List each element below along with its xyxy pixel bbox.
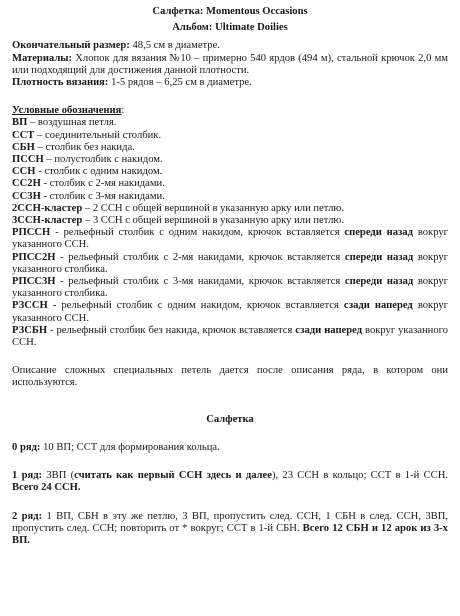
legend-abbr: 2ССН-кластер [12, 202, 83, 214]
legend-text: - рельефный столбик с одним накидом, крючок вставляется [47, 300, 344, 312]
materials-line [12, 53, 448, 77]
legend-abbr: РПСС3Н [12, 276, 56, 288]
legend-abbr: СС3Н [12, 190, 41, 202]
legend-direction: спереди назад [344, 227, 413, 239]
legend-text: – 2 ССН с общей вершиной в указанную арку или петлю. [82, 202, 344, 214]
legend-item [12, 191, 448, 203]
legend-item [12, 142, 448, 154]
legend-text: - столбик с 2-мя накидами. [40, 178, 165, 190]
legend-direction: спереди назад [344, 276, 414, 288]
row-text: ), 23 ССН в кольцо; ССТ в 1-й ССН. [271, 470, 448, 482]
row-0 [12, 442, 448, 454]
legend-relief-item [12, 325, 448, 349]
row-text: 3ВП ( [42, 470, 75, 482]
legend-heading-text: Условные обозначения [12, 105, 122, 117]
legend-item [12, 117, 448, 129]
row-total: Всего 12 СБН и 12 арок из 3-х ВП. [12, 522, 448, 546]
legend-text: – полустолбик с накидом. [43, 154, 163, 166]
final-size-value: 48,5 см в диаметре. [129, 40, 220, 52]
legend-abbr: ПССН [12, 154, 44, 166]
legend-item [12, 130, 448, 142]
legend-heading-colon: : [121, 105, 125, 117]
legend-text: – столбик без накида. [34, 141, 135, 153]
legend-text: - рельефный столбик с 3-мя накидами, крючок вставляется [55, 276, 345, 288]
row-text: 10 ВП; ССТ для формирования кольца. [40, 441, 220, 453]
row-label: 1 ряд: [12, 470, 43, 482]
final-size-label: Окончательный размер: [12, 40, 130, 52]
row-note: считать как первый ССН здесь и далее [74, 470, 272, 482]
row-text: 1 ВП, СБН в эту же петлю, 3 ВП, пропустить след. ССН, 1 СБН в след. ССН, 3ВП, пропустить след. ССН; повторить от * вокруг; ССТ в 1-й СБН. [12, 510, 448, 534]
legend-text: вокруг указанного ССН. [12, 324, 449, 349]
doily-title: Салфетка: Momentous Occasions [152, 6, 308, 17]
materials-label: Материалы: [12, 52, 73, 64]
legend-abbr: РПССН [12, 227, 51, 239]
legend-abbr: РПСС2Н [12, 251, 56, 263]
final-size-line [12, 40, 448, 52]
legend-abbr: ССТ [12, 129, 35, 141]
legend-text: - столбик с 3-мя накидами. [40, 190, 165, 202]
legend-abbr: РЗССН [12, 300, 48, 312]
legend-text: – соединительный столбик. [34, 129, 162, 141]
legend-abbr: СС2Н [12, 178, 41, 190]
legend-item [12, 178, 448, 190]
legend-text: - рельефный столбик без накида, крючок вставляется [47, 324, 296, 336]
materials-value: Хлопок для вязания №10 – примерно 540 ярдов (494 м), стальной крючок 2,0 мм или подходящий для достижения данной плотности. [12, 52, 448, 76]
legend-abbr: СБН [12, 141, 35, 153]
row-1 [12, 470, 448, 494]
legend-item [12, 215, 448, 227]
legend-relief-item [12, 227, 448, 251]
gauge-value: 1-5 рядов – 6,25 см в диаметре. [108, 77, 252, 89]
legend-abbr: ВП [12, 117, 28, 129]
legend-text: - столбик с одним накидом. [35, 166, 163, 178]
legend-text: - рельефный столбик с 2-мя накидами, крючок вставляется [55, 251, 345, 263]
legend-text: – воздушная петля. [27, 117, 117, 129]
legend-direction: сзади наперед [343, 300, 413, 312]
row-total: Всего 24 ССН. [12, 482, 81, 494]
legend-text: вокруг указанного ССН. [12, 227, 449, 251]
album-title: Альбом: Ultimate Doilies [172, 22, 288, 34]
legend-heading [12, 105, 448, 117]
legend-item [12, 166, 448, 178]
document-page [12, 6, 448, 547]
row-label: 2 ряд: [12, 510, 43, 522]
row-label: 0 ряд: [12, 441, 41, 453]
legend-abbr: РЗСБН [12, 324, 48, 336]
legend-item [12, 154, 448, 166]
legend-text: вокруг указанного ССН. [12, 300, 449, 324]
legend-text: вокруг указанного столбика. [12, 276, 449, 300]
legend-relief-item [12, 252, 448, 276]
gauge-label: Плотность вязания: [12, 77, 109, 89]
legend-direction: спереди назад [344, 251, 414, 263]
legend-direction: сзади наперед [295, 324, 363, 336]
legend-relief-item [12, 300, 448, 324]
legend-abbr: ССН [12, 166, 36, 178]
pattern-heading: Салфетка [206, 413, 254, 425]
legend-abbr: 3ССН-кластер [12, 215, 83, 227]
legend-relief-item [12, 276, 448, 300]
legend-text: - рельефный столбик с одним накидом, крючок вставляется [50, 227, 345, 239]
special-stitches-note: Описание сложных специальных петель дается после описания ряда, в котором они используются. [12, 365, 448, 389]
gauge-line [12, 77, 448, 89]
row-2 [12, 511, 448, 548]
legend-text: вокруг указанного столбика. [12, 251, 449, 275]
legend-item [12, 203, 448, 215]
legend-text: – 3 ССН с общей вершиной в указанную арку или петлю. [82, 215, 344, 227]
